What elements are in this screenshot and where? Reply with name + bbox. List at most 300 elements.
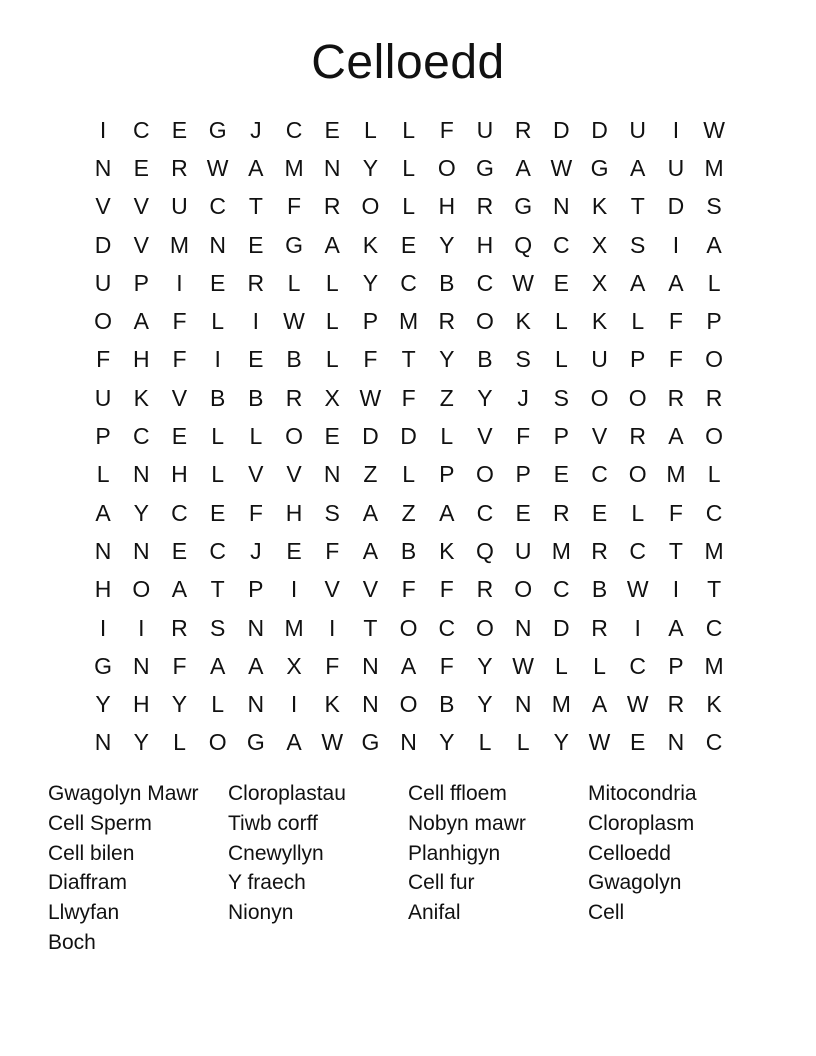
grid-letter: A (362, 499, 379, 526)
grid-letter: V (324, 576, 340, 603)
grid-letter: S (209, 614, 226, 641)
grid-letter: P (439, 461, 455, 488)
grid-letter: O (476, 308, 494, 335)
grid-letter: I (634, 614, 641, 641)
grid-letter: B (209, 384, 226, 411)
grid-letter: B (248, 384, 264, 411)
grid-letter: V (591, 423, 608, 450)
grid-letter: E (515, 499, 531, 526)
grid-letter: N (94, 154, 112, 181)
grid-letter: B (400, 537, 417, 564)
grid-letter: U (94, 269, 112, 296)
grid-letter: Q (476, 537, 494, 564)
grid-letter: L (631, 499, 645, 526)
grid-letter: Z (439, 384, 454, 411)
grid-letter: G (246, 729, 265, 756)
grid-letter: T (248, 193, 263, 220)
grid-letter: S (706, 193, 722, 220)
grid-letter: Y (477, 384, 493, 411)
grid-letter: P (630, 346, 646, 373)
grid-letter: W (550, 154, 573, 181)
grid-letter: H (438, 193, 456, 220)
grid-letter: Y (477, 691, 493, 718)
grid-letter: H (94, 576, 112, 603)
grid-letter: N (94, 537, 112, 564)
grid-letter: I (672, 116, 680, 143)
grid-letter: P (133, 269, 149, 296)
grid-letter: E (171, 537, 188, 564)
grid-letter: P (95, 423, 111, 450)
grid-letter: I (672, 231, 680, 258)
grid-letter: U (514, 537, 532, 564)
grid-letter: R (667, 384, 685, 411)
grid-letter: R (171, 614, 188, 641)
grid-letter: G (285, 231, 303, 258)
grid-letter: O (132, 576, 151, 603)
word-list-item: Cell ffloem (408, 782, 507, 805)
grid-letter: V (95, 193, 111, 220)
grid-letter: A (400, 652, 417, 679)
grid-letter: G (476, 154, 494, 181)
grid-letter: C (285, 116, 303, 143)
grid-letter: F (172, 346, 187, 373)
grid-letter: H (285, 499, 303, 526)
grid-letter: Y (439, 231, 455, 258)
grid-letter: Y (171, 691, 188, 718)
grid-letter: Z (401, 499, 416, 526)
grid-letter: M (704, 154, 724, 181)
word-list-item: Cloroplasm (588, 811, 695, 835)
grid-letter: C (476, 499, 494, 526)
grid-letter: I (329, 614, 336, 641)
grid-letter: L (402, 154, 415, 181)
grid-letter: L (249, 423, 263, 450)
grid-letter: Y (133, 499, 149, 526)
grid-letter: B (439, 691, 455, 718)
grid-letter: R (476, 576, 494, 603)
grid-letter: L (211, 691, 225, 718)
grid-letter: K (439, 537, 455, 564)
grid-letter: A (248, 154, 264, 181)
grid-letter: L (287, 269, 301, 296)
grid-letter: C (629, 652, 647, 679)
grid-letter: W (512, 652, 535, 679)
grid-letter: J (250, 537, 262, 564)
grid-letter: D (362, 423, 379, 450)
grid-letter: N (323, 461, 341, 488)
grid-letter: K (591, 308, 608, 335)
grid-letter: N (362, 691, 379, 718)
word-list-item: Tiwb corff (228, 811, 318, 835)
word-list-item: Gwagolyn (588, 871, 682, 895)
grid-letter: U (94, 384, 112, 411)
grid-letter: Y (95, 691, 111, 718)
grid-letter: X (324, 384, 340, 411)
grid-letter: R (438, 308, 456, 335)
grid-letter: R (171, 154, 188, 181)
grid-letter: L (211, 461, 225, 488)
grid-letter: K (362, 231, 379, 258)
grid-letter: L (554, 308, 568, 335)
grid-letter: R (629, 423, 647, 450)
grid-letter: I (99, 116, 107, 143)
grid-letter: O (590, 384, 609, 411)
grid-letter: Y (477, 652, 493, 679)
grid-letter: M (704, 652, 724, 679)
grid-letter: Y (439, 729, 455, 756)
grid-letter: E (630, 729, 646, 756)
grid-letter: C (476, 269, 494, 296)
word-list-item: Cell Sperm (48, 811, 152, 835)
grid-letter: O (285, 423, 303, 450)
grid-letter: I (252, 308, 260, 335)
grid-letter: I (214, 346, 221, 373)
grid-letter: R (247, 269, 265, 296)
grid-letter: K (324, 691, 340, 718)
grid-letter: M (399, 308, 419, 335)
word-list-item: Planhigyn (408, 841, 501, 865)
grid-letter: F (439, 116, 454, 143)
grid-letter: N (132, 652, 150, 679)
grid-letter: H (171, 461, 188, 488)
grid-letter: A (630, 154, 646, 181)
grid-letter: I (672, 576, 680, 603)
grid-letter: F (401, 384, 416, 411)
grid-letter: C (705, 614, 723, 641)
grid-letter: T (363, 614, 378, 641)
grid-letter: H (476, 231, 494, 258)
grid-letter: V (477, 423, 493, 450)
grid-letter: L (211, 423, 225, 450)
word-list-item: Cell fur (408, 871, 475, 895)
grid-letter: N (209, 231, 226, 258)
grid-letter: W (626, 691, 649, 718)
grid-letter: P (515, 461, 531, 488)
grid-letter: A (668, 269, 684, 296)
grid-letter: W (512, 269, 535, 296)
grid-letter: F (325, 652, 340, 679)
grid-letter: Y (362, 269, 379, 296)
grid-letter: P (362, 308, 379, 335)
grid-letter: F (172, 652, 187, 679)
grid-letter: W (321, 729, 344, 756)
grid-letter: S (324, 499, 340, 526)
word-list-item: Celloedd (588, 841, 671, 865)
grid-letter: F (248, 499, 263, 526)
grid-letter: E (209, 269, 226, 296)
grid-letter: P (668, 652, 684, 679)
grid-letter: E (209, 499, 226, 526)
grid-letter: F (668, 308, 683, 335)
grid-letter: O (399, 691, 418, 718)
grid-letter: F (287, 193, 302, 220)
grid-letter: R (476, 193, 494, 220)
grid-letter: L (631, 308, 645, 335)
grid-letter: A (324, 231, 340, 258)
grid-letter: G (94, 652, 113, 679)
grid-letter: L (325, 269, 339, 296)
grid-letter: C (705, 499, 723, 526)
grid-letter: E (324, 423, 340, 450)
grid-letter: E (171, 423, 188, 450)
grid-letter: H (132, 346, 150, 373)
grid-letter: S (515, 346, 531, 373)
grid-letter: Z (363, 461, 378, 488)
grid-letter: M (666, 461, 686, 488)
grid-letter: O (476, 614, 494, 641)
grid-letter: W (703, 116, 725, 143)
grid-letter: R (553, 499, 570, 526)
grid-letter: N (132, 461, 150, 488)
grid-letter: L (707, 269, 721, 296)
grid-letter: C (553, 576, 570, 603)
grid-letter: N (247, 691, 265, 718)
grid-letter: D (94, 231, 112, 258)
grid-letter: E (553, 461, 570, 488)
grid-letter: O (476, 461, 494, 488)
grid-letter: N (362, 652, 379, 679)
word-list-item: Gwagolyn Mawr (48, 782, 199, 805)
word-list (48, 779, 768, 958)
grid-letter: T (707, 576, 722, 603)
grid-letter: H (132, 691, 150, 718)
grid-letter: D (400, 423, 417, 450)
grid-letter: O (705, 346, 724, 373)
grid-letter: F (668, 499, 683, 526)
grid-letter: C (209, 193, 226, 220)
grid-letter: A (209, 652, 226, 679)
grid-letter: E (248, 346, 264, 373)
grid-letter: F (363, 346, 378, 373)
grid-letter: F (668, 346, 683, 373)
grid-letter: L (440, 423, 454, 450)
grid-letter: B (286, 346, 302, 373)
grid-letter: F (516, 423, 531, 450)
grid-letter: V (248, 461, 264, 488)
word-list-item: Nionyn (228, 901, 294, 925)
grid-letter: A (439, 499, 455, 526)
grid-letter: E (591, 499, 608, 526)
grid-letter: O (437, 154, 456, 181)
grid-letter: D (553, 116, 570, 143)
word-list-item: Boch (48, 930, 96, 954)
grid-letter: I (99, 614, 107, 641)
grid-letter: L (707, 461, 721, 488)
grid-letter: U (476, 116, 494, 143)
grid-letter: F (439, 576, 454, 603)
grid-letter: T (401, 346, 416, 373)
grid-letter: F (325, 537, 340, 564)
page-title: Celloedd (311, 36, 505, 89)
grid-letter: I (138, 614, 145, 641)
word-list-item: Cloroplastau (228, 782, 346, 805)
grid-letter: K (515, 308, 531, 335)
grid-letter: K (133, 384, 149, 411)
grid-letter: V (133, 231, 149, 258)
grid-letter: L (554, 652, 568, 679)
grid-letter: L (402, 461, 415, 488)
grid-letter: A (668, 614, 684, 641)
grid-letter: O (208, 729, 227, 756)
grid-letter: A (591, 691, 608, 718)
grid-letter: G (514, 193, 533, 220)
grid-letter: A (248, 652, 264, 679)
grid-letter: C (629, 537, 647, 564)
grid-letter: S (630, 231, 646, 258)
grid-letter: P (553, 423, 570, 450)
grid-letter: R (705, 384, 723, 411)
grid-letter: W (588, 729, 611, 756)
word-list-item: Cell bilen (48, 841, 135, 865)
grid-letter: L (478, 729, 492, 756)
grid-letter: N (667, 729, 685, 756)
grid-letter: Y (553, 729, 570, 756)
grid-letter: Q (514, 231, 533, 258)
grid-letter: P (706, 308, 722, 335)
grid-letter: V (133, 193, 149, 220)
grid-letter: E (553, 269, 570, 296)
grid-letter: P (248, 576, 264, 603)
grid-letter: U (667, 154, 685, 181)
grid-letter: A (668, 423, 684, 450)
grid-letter: A (630, 269, 646, 296)
grid-letter: L (402, 116, 415, 143)
grid-letter: Y (362, 154, 379, 181)
grid-letter: C (591, 461, 608, 488)
grid-letter: J (250, 116, 262, 143)
word-list-item: Cell (588, 901, 625, 925)
grid-letter: S (553, 384, 570, 411)
grid-letter: R (667, 691, 685, 718)
grid-letter: O (94, 308, 113, 335)
grid-letter: M (284, 154, 304, 181)
grid-letter: N (553, 193, 570, 220)
grid-letter: W (359, 384, 382, 411)
grid-letter: X (286, 652, 302, 679)
grid-letter: J (517, 384, 529, 411)
grid-letter: C (705, 729, 723, 756)
grid-letter: L (364, 116, 377, 143)
grid-letter: N (247, 614, 265, 641)
grid-letter: O (705, 423, 724, 450)
grid-letter: G (208, 116, 227, 143)
grid-letter: N (514, 614, 532, 641)
grid-letter: G (361, 729, 380, 756)
grid-letter: I (290, 691, 298, 718)
grid-letter: C (171, 499, 188, 526)
grid-letter: L (173, 729, 186, 756)
grid-letter: C (400, 269, 417, 296)
grid-letter: R (285, 384, 303, 411)
grid-letter: T (630, 193, 645, 220)
grid-letter: F (96, 346, 111, 373)
grid-letter: X (591, 269, 608, 296)
word-list-item: Cnewyllyn (228, 841, 324, 865)
grid-letter: B (591, 576, 608, 603)
grid-letter: C (438, 614, 456, 641)
grid-letter: C (132, 423, 150, 450)
grid-letter: T (210, 576, 225, 603)
grid-letter: L (593, 652, 606, 679)
grid-letter: O (628, 461, 647, 488)
grid-letter: O (628, 384, 647, 411)
grid-letter: R (591, 537, 608, 564)
word-list-item: Anifal (408, 901, 461, 925)
grid-letter: V (286, 461, 302, 488)
grid-letter: R (514, 116, 532, 143)
grid-letter: A (706, 231, 722, 258)
grid-letter: D (553, 614, 570, 641)
grid-letter: F (172, 308, 187, 335)
grid-letter: R (323, 193, 341, 220)
grid-letter: M (169, 231, 190, 258)
grid-letter: N (94, 729, 112, 756)
grid-letter: L (211, 308, 225, 335)
grid-letter: N (132, 537, 150, 564)
word-list-item: Mitocondria (588, 782, 697, 805)
grid-letter: L (325, 308, 339, 335)
grid-letter: M (284, 614, 304, 641)
grid-letter: L (325, 346, 339, 373)
grid-letter: E (133, 154, 149, 181)
grid-letter: A (171, 576, 188, 603)
grid-letter: Y (133, 729, 149, 756)
grid-letter: M (551, 691, 571, 718)
grid-letter: L (402, 193, 415, 220)
grid-letter: N (400, 729, 417, 756)
grid-letter: W (626, 576, 649, 603)
grid-letter: E (286, 537, 302, 564)
grid-letter: A (95, 499, 111, 526)
grid-letter: C (209, 537, 226, 564)
grid-letter: B (477, 346, 493, 373)
grid-letter: A (286, 729, 302, 756)
grid-letter: E (324, 116, 340, 143)
grid-letter: T (668, 537, 683, 564)
grid-letter: N (514, 691, 532, 718)
grid-letter: X (591, 231, 608, 258)
grid-letter: A (133, 308, 149, 335)
grid-letter: U (591, 346, 608, 373)
grid-letter: I (176, 269, 183, 296)
grid-letter: W (206, 154, 229, 181)
grid-letter: O (399, 614, 418, 641)
grid-letter: A (362, 537, 379, 564)
grid-letter: L (554, 346, 568, 373)
grid-letter: E (248, 231, 264, 258)
grid-letter: E (171, 116, 188, 143)
grid-letter: L (516, 729, 530, 756)
grid-letter: B (439, 269, 455, 296)
grid-letter: W (283, 308, 305, 335)
grid-letter: V (362, 576, 379, 603)
word-list-item: Y fraech (228, 871, 306, 895)
grid-letter: R (591, 614, 608, 641)
grid-letter: K (591, 193, 608, 220)
grid-letter: D (591, 116, 608, 143)
grid-letter: E (400, 231, 417, 258)
grid-letter: I (290, 576, 298, 603)
grid-letter: U (629, 116, 647, 143)
grid-letter: C (132, 116, 150, 143)
grid-letter: O (514, 576, 533, 603)
grid-letter: D (667, 193, 685, 220)
word-list-item: Llwyfan (48, 901, 120, 925)
grid-letter: G (590, 154, 609, 181)
word-list-item: Nobyn mawr (408, 811, 526, 835)
grid-letter: V (171, 384, 188, 411)
grid-letter: A (515, 154, 531, 181)
